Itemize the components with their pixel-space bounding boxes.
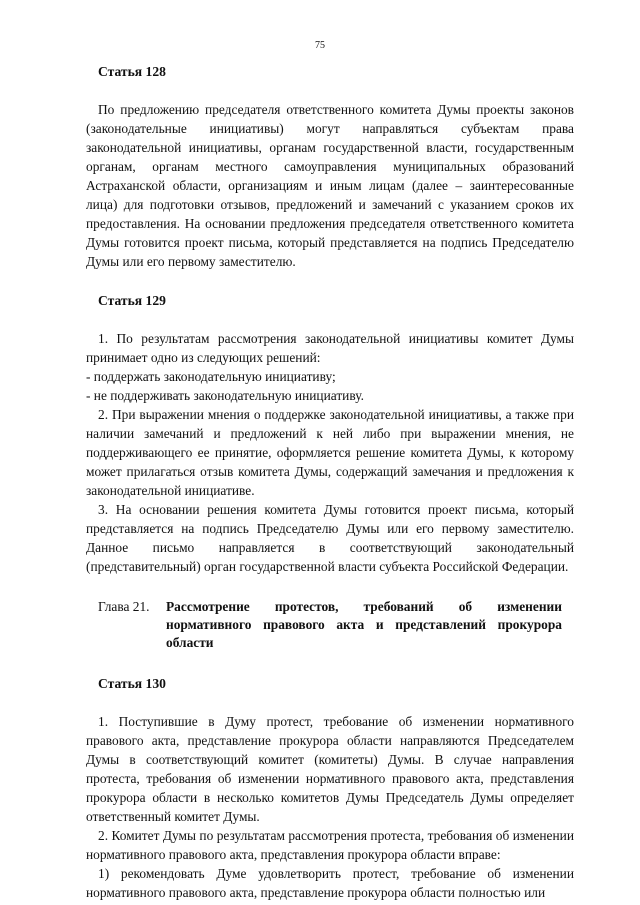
chapter-number: Глава 21.	[98, 599, 150, 614]
article-130-paragraph-2: 2. Комитет Думы по результатам рассмотрения протеста, требования об изменении нормативного правового акта, представления прокурора области вправе:	[86, 828, 574, 862]
article-129-list-item-1: - поддержать законодательную инициативу;	[86, 369, 336, 384]
document-body	[86, 62, 574, 902]
article-130-paragraph-3: 1) рекомендовать Думе удовлетворить протест, требование об изменении нормативного правового акта, представление прокурора области полностью или	[86, 866, 574, 900]
article-128-heading: Статья 128	[98, 64, 166, 79]
article-129-paragraph-3: 3. На основании решения комитета Думы готовится проект письма, который представляется на подпись Председателю Думы или его первому заместителю. Данное письмо направляется в соответствующий законодательный (представительный) орган государственной власти субъекта Российской Федерации.	[86, 502, 574, 574]
article-130-paragraph-1: 1. Поступившие в Думу протест, требование об изменении нормативного правового акта, представление прокурора области направляются Председателем Думы в соответствующий комитет (комитеты) Думы. В случае направления протеста, требования об изменении нормативного правового акта, представления прокурора области в несколько комитетов Думы Председатель Думы определяет ответственный комитет Думы.	[86, 714, 574, 824]
article-129-paragraph-1: 1. По результатам рассмотрения законодательной инициативы комитет Думы принимает одно из следующих решений:	[86, 331, 574, 365]
article-129-list-item-2: - не поддерживать законодательную инициативу.	[86, 388, 364, 403]
article-130-heading: Статья 130	[98, 676, 166, 691]
page-number: 75	[315, 40, 325, 51]
chapter-21-heading	[98, 598, 574, 652]
article-128-paragraph: По предложению председателя ответственного комитета Думы проекты законов (законодательные инициативы) могут направляться субъектам права законодательной инициативы, органам государственной власти, государственным органам, органам местного самоуправления муниципальных образований Астраханской области, организациям и иным лицам (далее – заинтересованные лица) для подготовки отзывов, предложений и замечаний с указанием сроков их предоставления. На основании предложения председателя ответственного комитета Думы готовится проект письма, который представляется на подпись Председателю Думы или его первому заместителю.	[86, 102, 574, 269]
article-129-paragraph-2: 2. При выражении мнения о поддержке законодательной инициативы, а также при наличии замечаний и предложений к ней либо при выражении мнения, не поддерживающего ее принятие, оформляется решение комитета Думы, к которому может прилагаться отзыв комитета Думы, содержащий замечания и предложения к законодательной инициативе.	[86, 407, 574, 498]
article-129-heading: Статья 129	[98, 293, 166, 308]
chapter-title: Рассмотрение протестов, требований об изменении нормативного правового акта и представлений прокурора области	[166, 599, 562, 650]
